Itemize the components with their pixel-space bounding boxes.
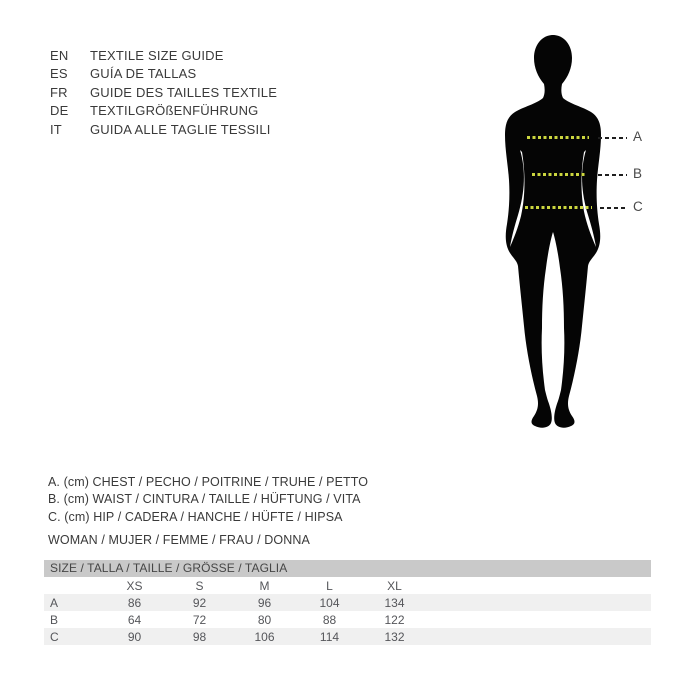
marker-label-chest: A (633, 129, 643, 144)
size-value-cell: 106 (254, 629, 275, 644)
row-label: B (50, 612, 59, 627)
guide-title-fr: GUIDE DES TAILLES TEXTILE (90, 84, 278, 100)
measure-definition-waist: B. (cm) WAIST / CINTURA / TAILLE / HÜFTUNG / VITA (48, 492, 361, 507)
guide-title-en: TEXTILE SIZE GUIDE (90, 47, 224, 63)
size-column-header-filler (427, 577, 651, 594)
size-value-cell: 72 (192, 612, 207, 627)
row-label: C (50, 629, 59, 644)
filler-cell (427, 611, 651, 628)
size-value-cell: 96 (257, 595, 272, 610)
size-column-header-row (44, 577, 651, 594)
chest-leader-line (598, 137, 627, 139)
size-value-cell: 134 (384, 595, 405, 610)
size-value-cell: 90 (127, 629, 142, 644)
row-label: A (50, 595, 59, 610)
guide-title-it: GUIDA ALLE TAGLIE TESSILI (90, 121, 271, 137)
hip-measure-line (525, 206, 592, 209)
size-value-cell: 132 (384, 629, 405, 644)
chest-measure-line (527, 136, 589, 139)
size-column-header-m: M (259, 578, 270, 593)
size-value-cell: 86 (127, 595, 142, 610)
size-column-header-xs: XS (126, 578, 143, 593)
marker-label-waist: B (633, 166, 643, 181)
size-value-cell: 64 (127, 612, 142, 627)
guide-title-es: GUÍA DE TALLAS (90, 66, 197, 82)
table-row-waist (44, 611, 651, 628)
measure-definition-chest: A. (cm) CHEST / PECHO / POITRINE / TRUHE / PETTO (48, 475, 369, 489)
language-code: IT (50, 121, 62, 137)
measurement-legend (48, 474, 368, 526)
size-value-cell: 92 (192, 595, 207, 610)
size-table-title-bar: SIZE / TALLA / TAILLE / GRÖSSE / TAGLIA (44, 560, 651, 577)
size-value-cell: 98 (192, 629, 207, 644)
size-table (44, 560, 651, 645)
size-table-grid (44, 577, 651, 645)
language-code: ES (50, 66, 68, 82)
language-code: EN (50, 47, 69, 63)
size-value-cell: 104 (319, 595, 340, 610)
size-column-header-xl: XL (387, 578, 402, 593)
language-code: DE (50, 103, 69, 119)
guide-title-de: TEXTILGRÖßENFÜHRUNG (90, 103, 259, 119)
table-row-chest (44, 594, 651, 611)
hip-leader-line (600, 207, 627, 209)
language-code: FR (50, 84, 68, 100)
size-column-header-s: S (195, 578, 204, 593)
size-value-cell: 88 (322, 612, 337, 627)
size-value-cell: 114 (319, 629, 340, 644)
size-value-cell: 80 (257, 612, 272, 627)
filler-cell (427, 628, 651, 645)
size-column-header-l: L (326, 578, 333, 593)
waist-leader-line (598, 174, 627, 176)
gender-line: WOMAN / MUJER / FEMME / FRAU / DONNA (48, 533, 310, 547)
size-value-cell: 122 (384, 612, 405, 627)
filler-cell (427, 594, 651, 611)
marker-label-hip: C (633, 199, 643, 214)
table-row-hip (44, 628, 651, 645)
waist-measure-line (532, 173, 585, 176)
size-column-header-empty (44, 577, 102, 594)
measure-definition-hip: C. (cm) HIP / CADERA / HANCHE / HÜFTE / HIPSA (48, 509, 343, 524)
